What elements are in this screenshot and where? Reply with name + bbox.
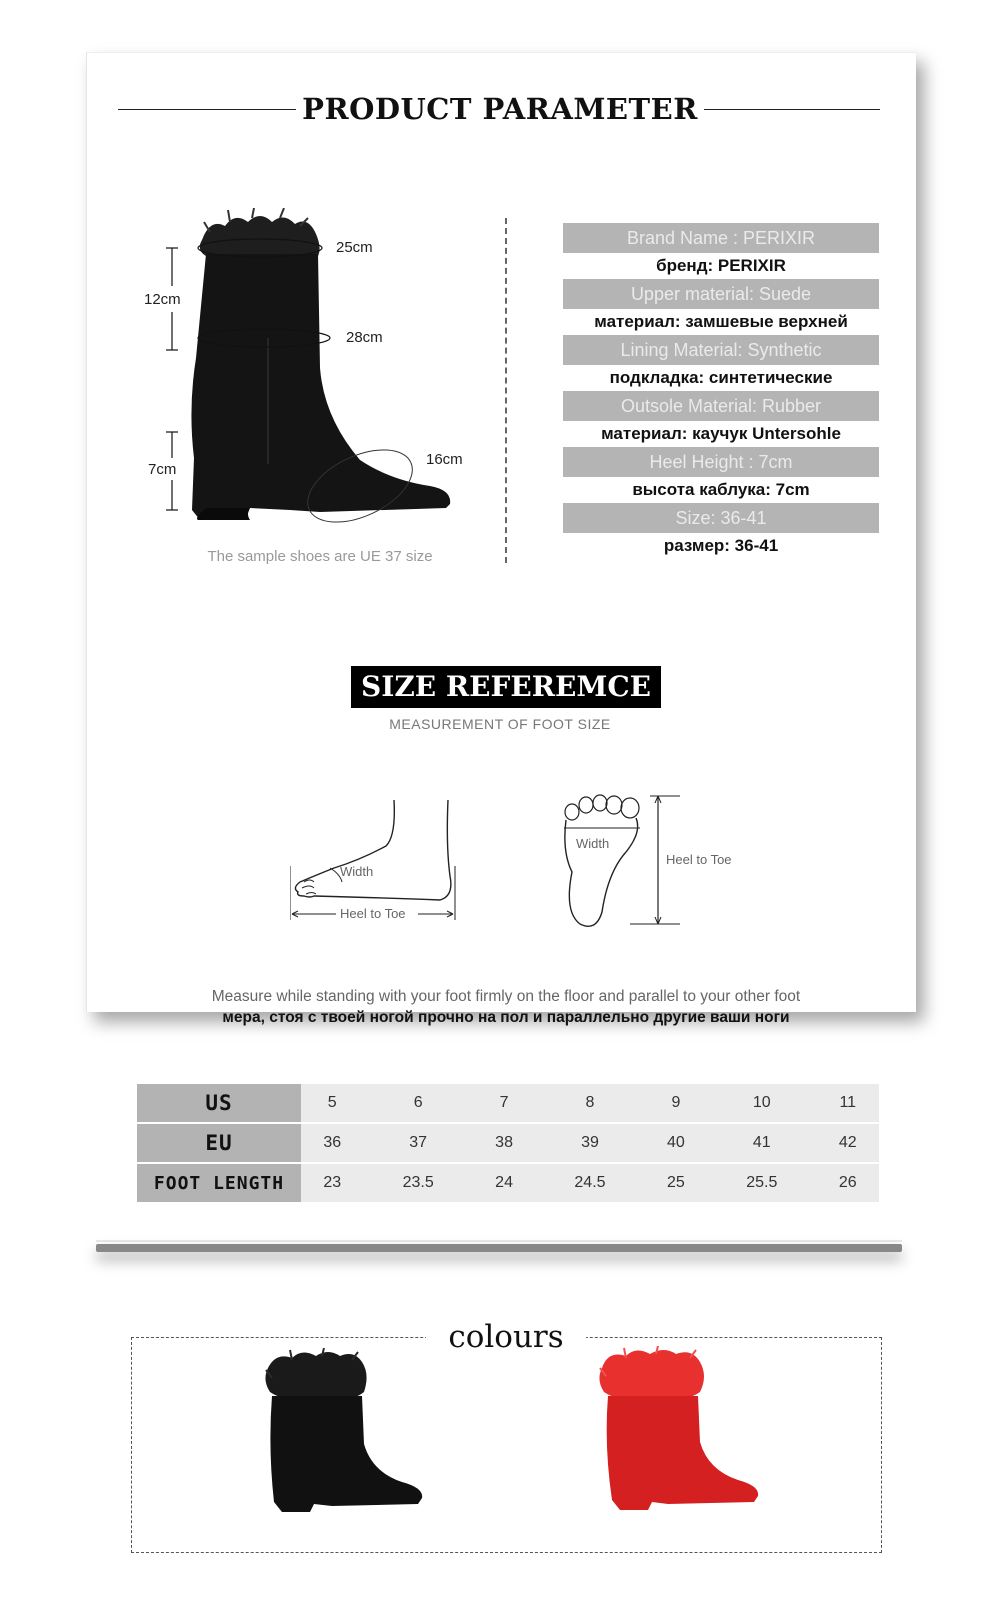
colours-box <box>131 1337 882 1553</box>
instruction-russian: мера, стоя с твоей ногой прочно на пол и параллельно другие ваши ноги <box>222 1009 790 1026</box>
param-lining-ru: подкладка: синтетические <box>609 368 833 387</box>
instep-label: 16cm <box>426 451 463 468</box>
vertical-divider <box>505 218 507 563</box>
table-cell: 24.5 <box>535 1163 644 1202</box>
row-label-foot-length: FOOT LENGTH <box>137 1163 301 1202</box>
side-length-label: Heel to Toe <box>340 906 406 921</box>
param-brand-en: Brand Name : PERIXIR <box>563 223 879 253</box>
section-divider-highlight <box>96 1240 902 1242</box>
colour-black-boot[interactable] <box>262 1348 432 1518</box>
table-row <box>137 1123 879 1163</box>
heel-height-label: 7cm <box>148 461 177 478</box>
colours-title: colours <box>426 1315 586 1359</box>
table-cell: 9 <box>645 1084 707 1123</box>
param-heel-en: Heel Height : 7cm <box>563 447 879 477</box>
red-boot-body <box>607 1396 759 1510</box>
table-row <box>137 1084 879 1123</box>
table-cell: 10 <box>707 1084 816 1123</box>
instruction-english: Measure while standing with your foot firmly on the floor and parallel to your other foot <box>211 988 801 1005</box>
param-lining-en: Lining Material: Synthetic <box>563 335 879 365</box>
table-cell: 25 <box>645 1163 707 1202</box>
param-upper-ru: материал: замшевые верхней <box>594 312 848 331</box>
table-row <box>137 1163 879 1202</box>
table-cell: 42 <box>816 1123 879 1163</box>
param-outsole-en: Outsole Material: Rubber <box>563 391 879 421</box>
top-circumference-label: 25cm <box>336 239 373 256</box>
size-reference-title: SIZE REFEREMCE <box>351 666 661 708</box>
table-cell: 38 <box>473 1123 535 1163</box>
param-size-ru: размер: 36-41 <box>663 536 779 555</box>
table-cell: 41 <box>707 1123 816 1163</box>
top-length-label: Heel to Toe <box>666 852 732 867</box>
colour-red-boot[interactable] <box>598 1346 768 1516</box>
table-cell: 5 <box>301 1084 363 1123</box>
side-width-label: Width <box>340 864 374 879</box>
row-label-us: US <box>137 1084 301 1123</box>
foot-side-diagram <box>290 796 470 936</box>
table-cell: 8 <box>535 1084 644 1123</box>
black-boot-body <box>270 1396 422 1512</box>
product-parameter-title: PRODUCT PARAMETER <box>302 92 698 126</box>
fur-cuff <box>200 208 320 256</box>
table-cell: 40 <box>645 1123 707 1163</box>
table-cell: 25.5 <box>707 1163 816 1202</box>
boot-shape <box>191 254 450 520</box>
size-table <box>137 1084 879 1202</box>
sample-size-caption: The sample shoes are UE 37 size <box>207 548 433 565</box>
table-cell: 11 <box>816 1084 879 1123</box>
parameter-list <box>563 223 879 559</box>
table-cell: 23.5 <box>363 1163 472 1202</box>
table-cell: 24 <box>473 1163 535 1202</box>
section-divider <box>96 1244 902 1252</box>
top-width-label: Width <box>576 836 610 851</box>
param-brand-ru: бренд: PERIXIR <box>656 256 786 275</box>
param-outsole-ru: материал: каучук Untersohle <box>601 424 841 443</box>
size-reference-subtitle: MEASUREMENT OF FOOT SIZE <box>389 716 611 732</box>
row-label-eu: EU <box>137 1123 301 1163</box>
table-cell: 36 <box>301 1123 363 1163</box>
table-cell: 37 <box>363 1123 472 1163</box>
table-cell: 6 <box>363 1084 472 1123</box>
title-rule-right <box>704 109 880 110</box>
shaft-height-label: 12cm <box>144 291 181 308</box>
table-cell: 39 <box>535 1123 644 1163</box>
param-upper-en: Upper material: Suede <box>563 279 879 309</box>
mid-circumference-label: 28cm <box>346 329 383 346</box>
table-cell: 7 <box>473 1084 535 1123</box>
param-heel-ru: высота каблука: 7cm <box>632 480 810 499</box>
red-boot-fur <box>599 1350 704 1402</box>
foot-top-diagram <box>560 792 740 932</box>
table-cell: 23 <box>301 1163 363 1202</box>
param-size-en: Size: 36-41 <box>563 503 879 533</box>
table-cell: 26 <box>816 1163 879 1202</box>
boot-measurement-diagram <box>140 208 500 568</box>
